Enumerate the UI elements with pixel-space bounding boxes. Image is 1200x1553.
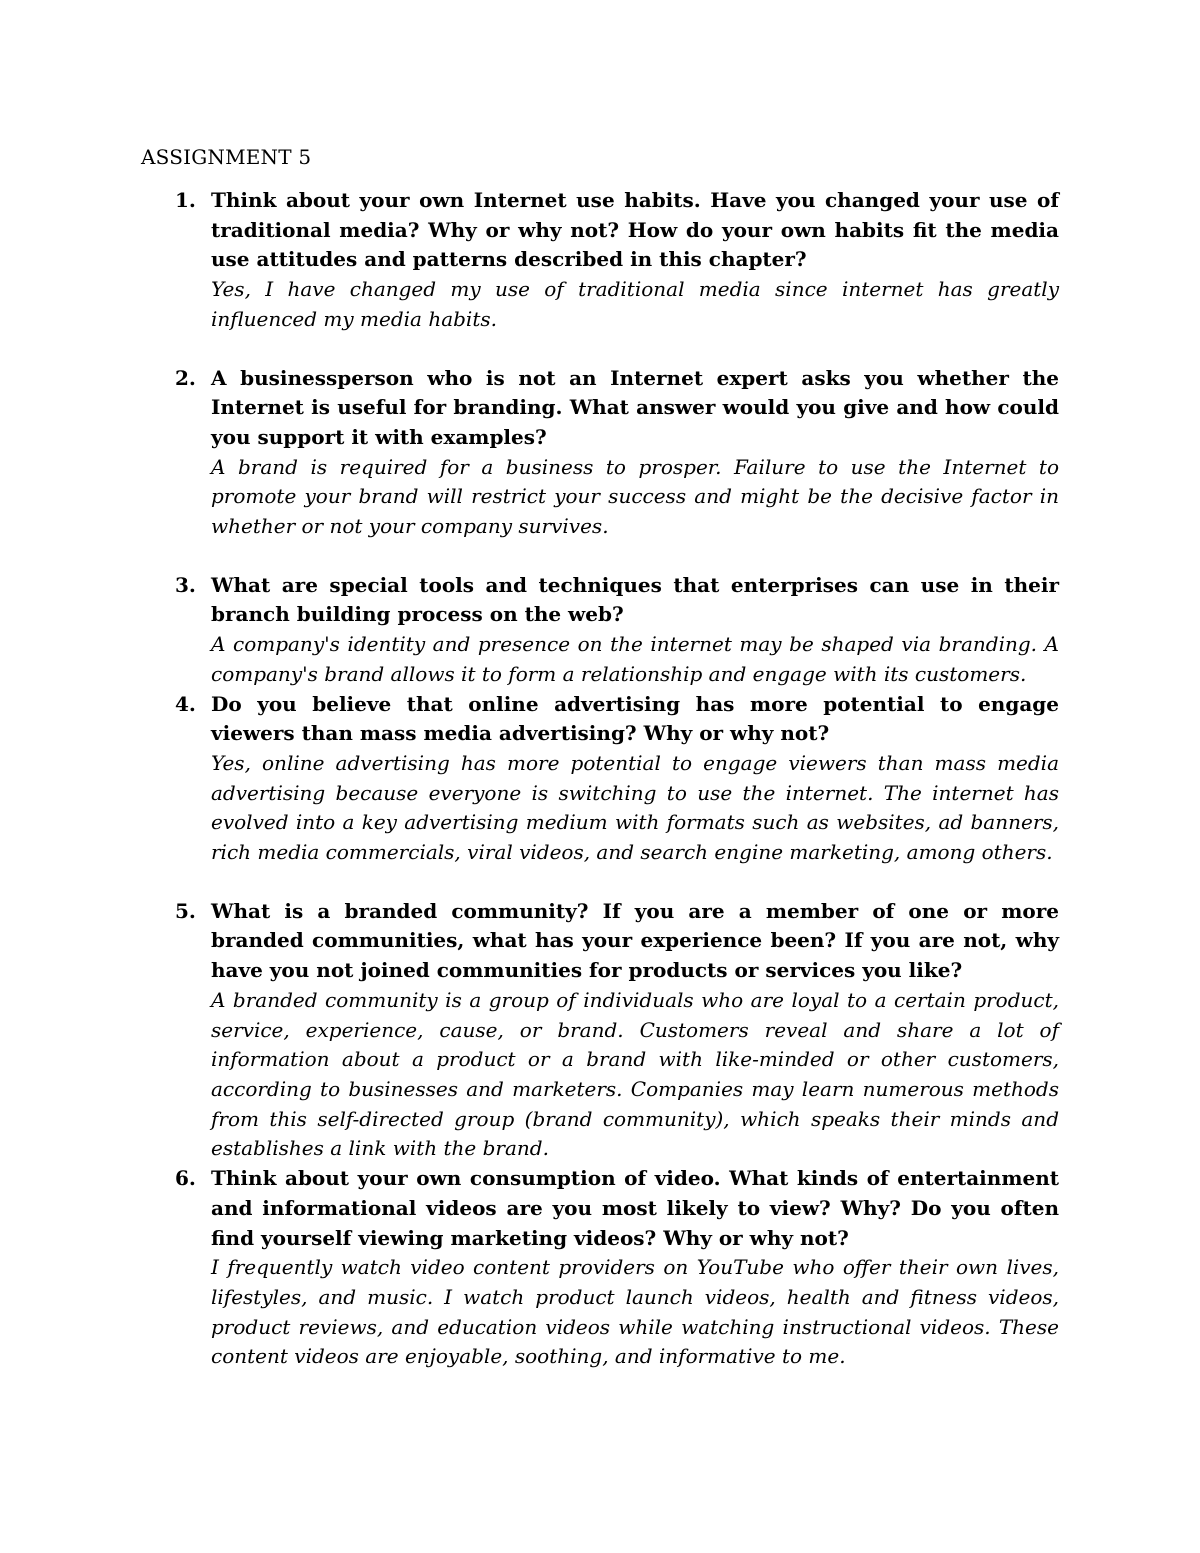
item-number: 1. <box>175 188 196 212</box>
answer-text: A company's identity and presence on the internet may be shaped via branding. A company's brand allows it to form a relationship and engage with its customers. <box>211 632 1059 686</box>
list-item <box>141 690 1059 868</box>
list-item <box>141 1164 1059 1372</box>
answer-text: A branded community is a group of individuals who are loyal to a certain product, service, experience, cause, or brand. Customers reveal and share a lot of information about a product or a brand with like-minded or other customers, according to businesses and marketers. Companies may learn numerous methods from this self-directed group (brand community), which speaks their minds and establishes a link with the brand. <box>211 987 1059 1161</box>
question-text: Think about your own Internet use habits. Have you changed your use of traditional media? Why or why not? How do your own habits fit the media use attitudes and patterns described in this chapter? <box>211 188 1059 272</box>
question-text: Do you believe that online advertising has more potential to engage viewers than mass media advertising? Why or why not? <box>211 691 1059 746</box>
list-item <box>141 897 1059 1164</box>
question-text: What are special tools and techniques that enterprises can use in their branch building process on the web? <box>211 572 1059 627</box>
question-text: A businessperson who is not an Internet expert asks you whether the Internet is useful for branding. What answer would you give and how could you support it with examples? <box>211 365 1059 449</box>
item-number: 2. <box>175 365 196 390</box>
question-text: What is a branded community? If you are a member of one or more branded communities, what has your experience been? If you are not, why have you not joined communities for products or services you like? <box>211 898 1059 983</box>
answer-text: A brand is required for a business to prosper. Failure to use the Internet to promote your brand will restrict your success and might be the decisive factor in whether or not your company survives. <box>211 454 1059 539</box>
question-text: Think about your own consumption of video. What kinds of entertainment and informational videos are you most likely to view? Why? Do you often find yourself viewing marketing videos? Why or why not? <box>211 1166 1059 1250</box>
item-number: 5. <box>175 898 196 923</box>
question-list <box>141 186 1059 1372</box>
item-number: 6. <box>175 1166 196 1191</box>
item-number: 4. <box>175 691 196 716</box>
list-item <box>141 364 1059 542</box>
item-number: 3. <box>175 572 196 597</box>
list-item <box>141 571 1059 690</box>
page-title: ASSIGNMENT 5 <box>141 145 312 169</box>
list-item <box>141 186 1059 335</box>
answer-text: I frequently watch video content providers on YouTube who offer their own lives, lifestyles, and music. I watch product launch videos, health and fitness videos, product reviews, and education videos while watching instructional videos. These content videos are enjoyable, soothing, and informative to me. <box>211 1255 1059 1369</box>
answer-text: Yes, online advertising has more potential to engage viewers than mass media advertising because everyone is switching to use the internet. The internet has evolved into a key advertising medium with formats such as websites, ad banners, rich media commercials, viral videos, and search engine marketing, among others. <box>211 750 1059 865</box>
answer-text: Yes, I have changed my use of traditional media since internet has greatly influenced my media habits. <box>211 277 1059 331</box>
